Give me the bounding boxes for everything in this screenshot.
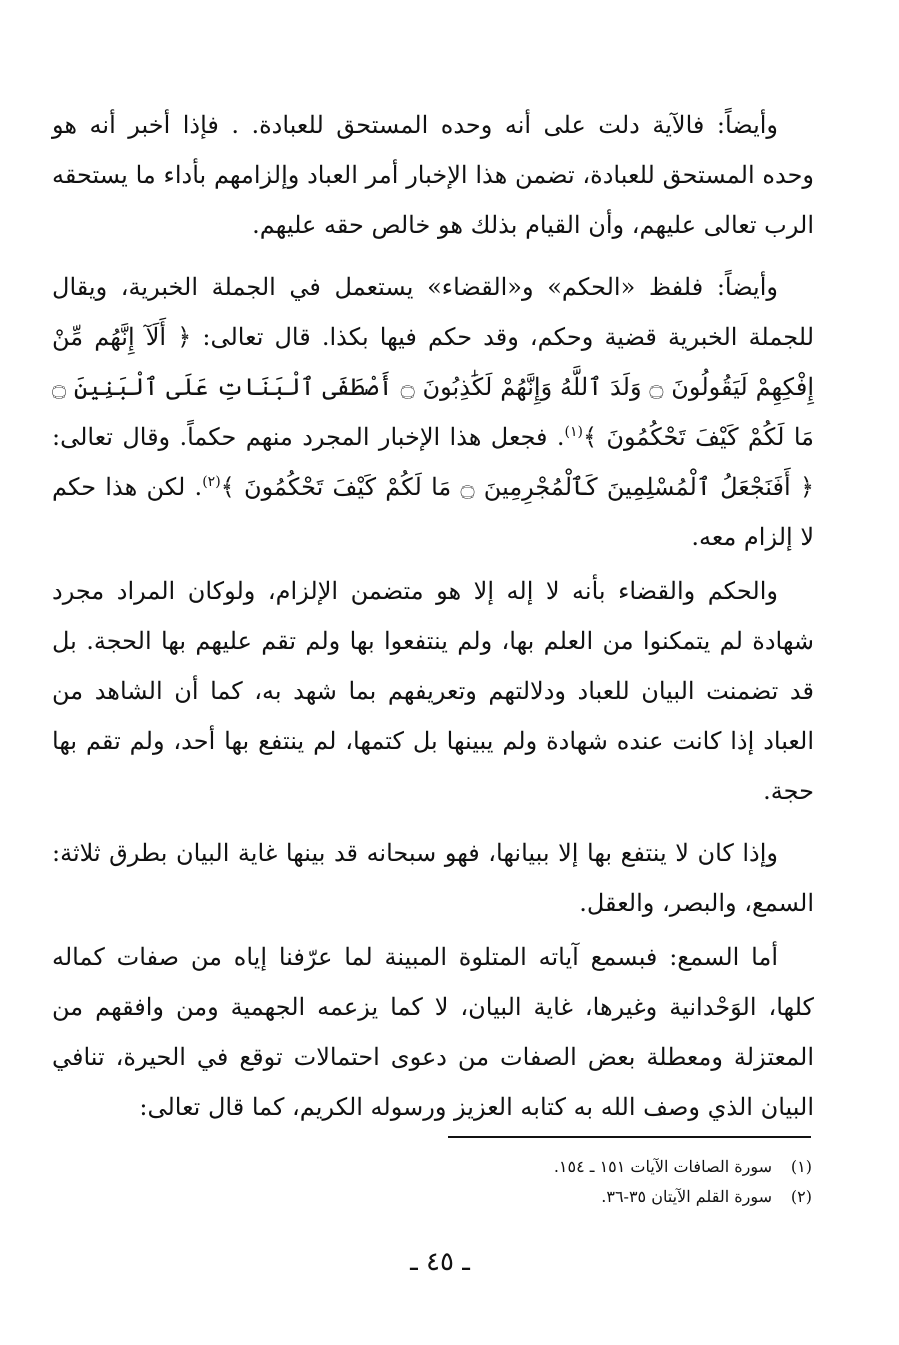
paragraph-5: أما السمع: فبسمع آياته المتلوة المبينة لما عرّفنا إياه من صفات كماله كلها، الوَحْدانية وغيرها، غاية البيان، لا كما يزعمه الجهمية ومن وافقهم من المعتزلة ومعطلة بعض الصفات من دعوى احتمالات توقع في الحيرة، تنافي البيان الذي وصف الله به كتابه العزيز ورسوله الكريم، كما قال تعالى: <box>52 943 814 1121</box>
footnote-2 <box>380 1182 812 1212</box>
quran-verse-2: ﴿ أَفَنَجْعَلُ ٱلْمُسْلِمِينَ كَٱلْمُجْرِمِينَ ۝ مَا لَكُمْ كَيْفَ تَحْكُمُونَ ﴾ <box>220 473 815 501</box>
paragraph-2-text: وأيضاً: فلفظ «الحكم» و«القضاء» يستعمل في الجملة الخبرية، ويقال للجملة الخبرية قضية وحكم، وقد حكم فيها بكذا. قال تعالى: <box>52 273 815 351</box>
footnotes <box>380 1152 812 1212</box>
footnote-1-number: (١) <box>790 1157 812 1176</box>
paragraph-3: والحكم والقضاء بأنه لا إله إلا هو متضمن الإلزام، ولوكان المراد مجرد شهادة لم يتمكنوا من العلم بها، ولم ينتفعوا بها ولم تقم عليهم بها الحجة. بل قد تضمنت البيان للعباد ودلالتهم وتعريفهم بما شهد به، كما أن الشاهد من العباد إذا كانت عنده شهادة ولم يبينها بل كتمها، لم ينتفع بها أحد، ولم تقم بها حجة. <box>52 577 814 805</box>
footnote-2-number: (٢) <box>790 1187 812 1206</box>
paragraph-2 <box>52 262 814 562</box>
footnote-ref-1: (١) <box>564 424 583 440</box>
footnote-separator <box>448 1136 811 1138</box>
paragraph-4: وإذا كان لا ينتفع بها إلا ببيانها، فهو سبحانه قد بينها غاية البيان بطرق ثلاثة: السمع، والبصر، والعقل. <box>52 839 814 917</box>
paragraph-2-continuation: . فجعل هذا الإخبار المجرد منهم حكماً. وقال تعالى: <box>52 423 565 451</box>
paragraph-2-ending: . لكن هذا حكم لا إلزام معه. <box>52 473 814 551</box>
page-number: ـ ٤٥ ـ <box>410 1247 470 1277</box>
footnote-2-text: سورة القلم الآيتان ٣٥-٣٦. <box>601 1187 772 1206</box>
footnote-1-text: سورة الصافات الآيات ١٥١ ـ ١٥٤. <box>553 1157 772 1176</box>
footnote-1 <box>380 1152 812 1182</box>
footnote-ref-2: (٢) <box>202 474 221 490</box>
quran-verse-1: ﴿ أَلَآ إِنَّهُم مِّنْ إِفْكِهِمْ لَيَقُولُونَ ۝ وَلَدَ ٱللَّهُ وَإِنَّهُمْ لَكَٰذِبُونَ ۝ أَصْطَفَى ٱلْبَنَاتِ عَلَى ٱلْبَنِينَ ۝ مَا لَكُمْ كَيْفَ تَحْكُمُونَ ﴾ <box>52 323 814 451</box>
paragraph-1: وأيضاً: فالآية دلت على أنه وحده المستحق للعبادة. . فإذا أخبر أنه هو وحده المستحق للعبادة، تضمن هذا الإخبار أمر العباد وإلزامهم بأداء ما يستحقه الرب تعالى عليهم، وأن القيام بذلك هو خالص حقه عليهم. <box>52 111 814 239</box>
main-text <box>52 100 814 1144</box>
